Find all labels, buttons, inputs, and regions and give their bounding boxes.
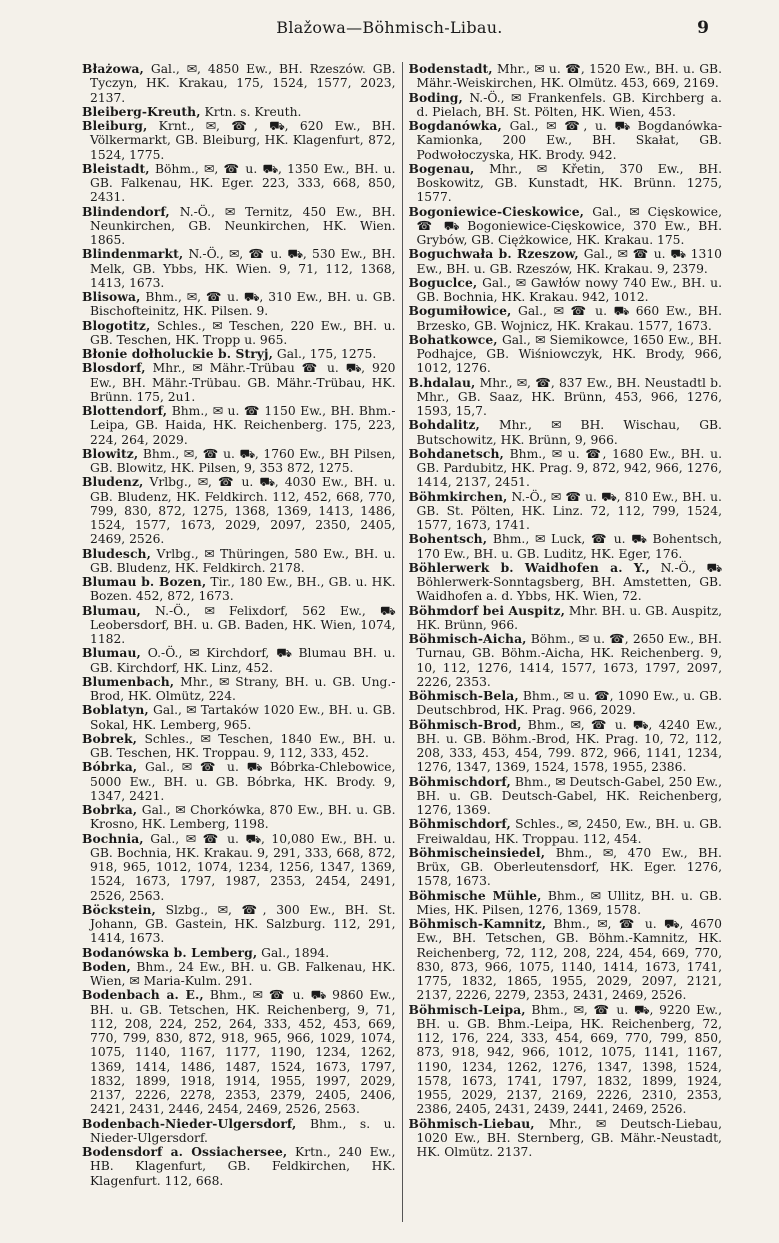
entry-details: Bhm., ✉ Luck, ☎ u. ⛟ Bohentsch, 170 Ew., BH. u. GB. Luditz, HK. Eger, 176. — [416, 532, 722, 561]
gazetteer-entry — [408, 632, 722, 689]
entry-place-name: Boding, — [408, 89, 463, 105]
entry-place-name: Bleistadt, — [82, 160, 150, 176]
entry-place-name: Bobrka, — [82, 802, 138, 817]
entry-place-name: Boden, — [82, 958, 131, 974]
entry-details: Bhm., ✉ u. ☎, 1090 Ew., u. GB. Deutschbrod, HK. Prag. 966, 2029. — [416, 689, 722, 718]
gazetteer-entry — [82, 732, 396, 761]
entry-place-name: Böhmisch-Aicha, — [408, 631, 527, 646]
entry-place-name: Böhmischdorf, — [408, 816, 511, 832]
entry-details: Schles., ✉ Teschen, 1840 Ew., BH. u. GB. Teschen, HK. Troppau. 9, 112, 333, 452. — [90, 731, 396, 760]
entry-place-name: Böhmisch-Brod, — [408, 716, 522, 732]
gazetteer-entry — [408, 1003, 722, 1117]
gazetteer-entry — [82, 604, 396, 647]
gazetteer-entry — [408, 846, 722, 889]
entry-details: Bhm., ✉ u. ☎, 1680 Ew., BH. u. GB. Pardubitz, HK. Prag. 9, 872, 942, 966, 1276, 1414, 2137, 2451. — [416, 446, 722, 490]
gazetteer-entry — [82, 119, 396, 162]
gazetteer-entry — [408, 532, 722, 561]
page-header — [0, 18, 779, 42]
gazetteer-entry — [408, 376, 722, 419]
entry-details: Mhr., ✉, ☎, 837 Ew., BH. Neustadtl b. Mhr., GB. Saaz, HK. Brünn, 453, 966, 1276, 1593, 15,7. — [416, 375, 722, 418]
gazetteer-entry — [408, 889, 722, 918]
entry-details: Mhr., ✉ Křetin, 370 Ew., BH. Boskowitz, GB. Kunstadt, HK. Brünn. 1275, 1577. — [416, 161, 722, 205]
entry-place-name: Bodenbach a. E., — [82, 987, 204, 1003]
entry-details: Schles., ✉, 2450, Ew., BH. u. GB. Freiwaldau, HK. Troppau. 112, 454. — [416, 817, 722, 846]
entry-details: Böhm., ✉, ☎ u. ⛟, 1350 Ew., BH. u. GB. Falkenau, HK. Eger. 223, 333, 668, 850, 2431. — [90, 161, 396, 205]
entry-details: Bhm., ✉ Deutsch-Gabel, 250 Ew., BH. u. GB. Deutsch-Gabel, HK. Reichenberg, 1276, 1369. — [416, 774, 722, 817]
gazetteer-entry — [82, 404, 396, 447]
entry-details: N.-Ö., ✉ Ternitz, 450 Ew., BH. Neunkirchen, GB. Neunkirchen, HK. Wien. 1865. — [90, 204, 396, 247]
gazetteer-entry — [82, 205, 396, 248]
entry-place-name: Bodenstadt, — [408, 62, 493, 76]
entry-place-name: Böhmisch-Bela, — [408, 688, 519, 703]
entry-place-name: Böhlerwerk b. Waidhofen a. Y., — [408, 559, 650, 575]
gazetteer-entry — [82, 903, 396, 946]
entry-details: N.-Ö., ✉ Felixdorf, 562 Ew., ⛟ Leobersdorf, BH. u. GB. Baden, HK. Wien, 1074, 1182. — [90, 603, 396, 646]
entry-place-name: Bleiberg-Kreuth, — [82, 103, 201, 119]
entry-place-name: Blindenmarkt, — [82, 246, 184, 262]
entry-place-name: Blumenbach, — [82, 673, 175, 689]
entry-details: N.-Ö., ✉ Frankenfels. GB. Kirchberg a. d. Pielach, BH. St. Pölten, HK. Wien, 453. — [416, 90, 722, 119]
entry-details: Gal., ✉ Siemikowce, 1650 Ew., BH. Podhajce, GB. Wiśniowczyk, HK. Brody, 966, 1012, 1276. — [416, 332, 722, 376]
gazetteer-entry — [82, 475, 396, 546]
entry-place-name: Böhmisch-Leipa, — [408, 1001, 526, 1017]
gazetteer-entry — [408, 447, 722, 490]
gazetteer-entry — [82, 62, 396, 105]
entry-details: Mhr. BH. u. GB. Auspitz, HK. Brünn, 966. — [416, 603, 722, 632]
entry-place-name: Böckstein, — [82, 901, 156, 917]
gazetteer-entry — [82, 675, 396, 704]
entry-details: Bhm., ✉, ☎ u. ⛟, 4240 Ew., BH. u. GB. Böhm.-Brod, HK. Prag. 10, 72, 112, 208, 333, 453, 454, 799. 872, 966, 1141, 1234, 1276, 1347, 1369, 1524, 1578, 1955, 2386. — [416, 717, 722, 775]
entry-place-name: Boblatyn, — [82, 702, 149, 718]
entry-details: Mhr., ✉ Mähr.-Trübau ☎ u. ⛟, 920 Ew., BH. Mähr.-Trübau. GB. Mähr.-Trübau, HK. Brünn. 175, 2u1. — [90, 361, 396, 404]
entry-place-name: Bochnia, — [82, 830, 144, 846]
entry-details: Gal., ✉ Cięskowice, ☎ ⛟ Bogoniewice-Cięskowice, 370 Ew., BH. Grybów, GB. Ciężkowice, HK. Krakau. 175. — [416, 204, 722, 247]
entry-details: Bhm., ✉ ☎ u. ⛟ 9860 Ew., BH. u. GB. Tetschen, HK. Reichenberg, 9, 71, 112, 208, 224, 252, 264, 333, 452, 453, 669, 770, 799, 830, 872, 918, 965, 966, 1029, 1074, 1075, 1140, 1167, 1177, 1190, 1234, 1262, 1369, 1414, 1486, 1487, 1524, 1673, 1797, 1832, 1899, 1918, 1914, 1955, 1997, 2029, 2137, 2226, 2278, 2353, 2379, 2405, 2406, 2421, 2431, 2446, 2454, 2469, 2526, 2563. — [90, 988, 396, 1117]
gazetteer-entry — [408, 162, 722, 205]
entry-details: Gal., ✉ Chorkówka, 870 Ew., BH. u. GB. Krosno, HK. Lemberg, 1198. — [90, 803, 396, 832]
entry-place-name: Blosdorf, — [82, 360, 146, 376]
entry-details: Gal., ✉ ☎ u. ⛟ 1310 Ew., BH. u. GB. Rzeszów, HK. Krakau. 9, 2379. — [416, 247, 722, 276]
entry-details: Gal., 1894. — [261, 945, 330, 960]
entry-details: Mhr., ✉ u. ☎, 1520 Ew., BH. u. GB. Mähr.-Weiskirchen, HK. Olmütz. 453, 669, 2169. — [416, 62, 722, 91]
entry-place-name: Blumau, — [82, 645, 141, 661]
entry-place-name: Bohatkowce, — [408, 331, 498, 347]
gazetteer-entry — [408, 418, 722, 447]
entry-place-name: Blottendorf, — [82, 403, 168, 418]
entry-details: N.-Ö., ✉ ☎ u. ⛟, 810 Ew., BH. u. GB. St. Pölten, HK. Linz. 72, 112, 799, 1524, 1577, 1673, 1741. — [416, 489, 722, 532]
entry-details: Gal., ✉ ☎ u. ⛟, 10,080 Ew., BH. u. GB. Bochnia, HK. Krakau. 9, 291, 333, 668, 872, 918, 965, 1012, 1074, 1234, 1256, 1347, 1369, 1524, 1673, 1797, 1987, 2353, 2454, 2491, 2526, 2563. — [90, 831, 396, 903]
gazetteer-entry — [408, 718, 722, 775]
entry-details: Gal., 175, 1275. — [276, 347, 377, 361]
right-column — [402, 62, 722, 1222]
gazetteer-entry — [408, 205, 722, 248]
entry-place-name: Bogoniewice-Cieskowice, — [408, 203, 585, 219]
entry-details: O.-Ö., ✉ Kirchdorf, ⛟ Blumau BH. u. GB. Kirchdorf, HK. Linz, 452. — [90, 646, 396, 675]
entry-details: Bhm., ✉, 470 Ew., BH. Brüx, GB. Oberleutensdorf, HK. Eger. 1276, 1578, 1673. — [416, 845, 722, 889]
entry-place-name: Böhmisch-Liebau, — [408, 1115, 535, 1131]
entry-place-name: Bodenbach-Nieder-Ulgersdorf, — [82, 1115, 297, 1131]
gazetteer-entry — [82, 447, 396, 476]
entry-details: Bhm., ✉ Ullitz, BH. u. GB. Mies, HK. Pilsen, 1276, 1369, 1578. — [416, 888, 722, 917]
running-head: Blažowa—Böhmisch-Libau. — [276, 18, 503, 37]
gazetteer-entry — [82, 760, 396, 803]
gazetteer-entry — [82, 1145, 396, 1188]
entry-details: Krnt., ✉, ☎, ⛟, 620 Ew., BH. Völkermarkt, GB. Bleiburg, HK. Klagenfurt, 872, 1524, 1775. — [90, 119, 396, 162]
entry-place-name: Bohdalitz, — [408, 417, 480, 433]
entry-place-name: Böhmkirchen, — [408, 488, 508, 504]
entry-details: Gal., ✉ ☎, u. ⛟ Bogdanówka-Kamionka, 200 Ew., BH. Skałat, GB. Podwołoczyska, HK. Brody. 942. — [416, 119, 722, 162]
entry-place-name: Bleiburg, — [82, 118, 148, 133]
entry-place-name: Böhmdorf bei Auspitz, — [408, 602, 565, 618]
entry-place-name: Bodensdorf a. Ossiachersee, — [82, 1144, 288, 1159]
entry-place-name: Boguchwała b. Rzeszow, — [408, 246, 579, 262]
gazetteer-entry — [408, 917, 722, 1003]
gazetteer-entry — [408, 689, 722, 718]
entry-details: Slzbg., ✉, ☎, 300 Ew., BH. St. Johann, GB. Gastein, HK. Salzburg. 112, 291, 1414, 1673. — [90, 902, 396, 946]
entry-place-name: Bludesch, — [82, 545, 151, 561]
gazetteer-entry — [408, 1117, 722, 1160]
gazetteer-entry — [82, 960, 396, 989]
entry-place-name: Błonie dołholuckie b. Stryj, — [82, 346, 273, 361]
gazetteer-entry — [408, 604, 722, 633]
entry-place-name: Bogenau, — [408, 160, 475, 176]
entry-details: Mhr., ✉ Strany, BH. u. GB. Ung.-Brod, HK. Olmütz, 224. — [90, 674, 396, 703]
gazetteer-entry — [408, 304, 722, 333]
entry-place-name: Bóbrka, — [82, 759, 138, 775]
entry-details: Vrlbg., ✉ Thüringen, 580 Ew., BH. u. GB. Bludenz, HK. Feldkirch. 2178. — [90, 546, 396, 575]
entry-details: Gal., ✉ Gawłów nowy 740 Ew., BH. u. GB. Bochnia, HK. Krakau. 942, 1012. — [416, 275, 722, 304]
entry-details: Vrlbg., ✉, ☎ u. ⛟, 4030 Ew., BH. u. GB. Bludenz, HK. Feldkirch. 112, 452, 668, 770, 799, 830, 872, 1275, 1368, 1369, 1413, 1486, 1524, 1577, 1673, 2029, 2097, 2350, 2405, 2469, 2526. — [90, 475, 396, 547]
entry-place-name: Blumau b. Bozen, — [82, 574, 207, 589]
entry-details: Gal., ✉ Tartaków 1020 Ew., BH. u. GB. Sokal, HK. Lemberg, 965. — [90, 703, 396, 732]
entry-details: Bhm., 24 Ew., BH. u. GB. Falkenau, HK. Wien, ✉ Maria-Kulm. 291. — [90, 959, 396, 988]
gazetteer-entry — [82, 575, 396, 604]
entry-details: Gal., ✉, 4850 Ew., BH. Rzeszów. GB. Tyczyn, HK. Krakau, 175, 1524, 1577, 2023, 2137. — [90, 62, 396, 105]
gazetteer-entry — [408, 775, 722, 818]
gazetteer-entry — [408, 91, 722, 120]
gazetteer-entry — [82, 347, 396, 361]
entry-place-name: Bogdanówka, — [408, 118, 502, 133]
gazetteer-entry — [408, 817, 722, 846]
entry-place-name: Blisowa, — [82, 289, 141, 304]
gazetteer-entry — [82, 646, 396, 675]
entry-details: Tir., 180 Ew., BH., GB. u. HK. Bozen. 452, 872, 1673. — [90, 575, 396, 604]
entry-details: Gal., ✉ ☎ u. ⛟ Bóbrka-Chlebowice, 5000 Ew., BH. u. GB. Bóbrka, HK. Brody. 9, 1347, 2421. — [90, 760, 396, 803]
entry-place-name: Blumau, — [82, 602, 141, 618]
entry-details: Bhm., ✉, ☎ u. ⛟, 1760 Ew., BH Pilsen, GB. Blowitz, HK. Pilsen, 9, 353 872, 1275. — [90, 446, 396, 475]
entry-place-name: B.hdalau, — [408, 374, 476, 390]
entry-details: Gal., ✉ ☎ u. ⛟ 660 Ew., BH. Brzesko, GB. Wojnicz, HK. Krakau. 1577, 1673. — [416, 304, 722, 333]
gazetteer-entry — [82, 1117, 396, 1146]
entry-details: N.-Ö., ✉, ☎ u. ⛟, 530 Ew., BH. Melk, GB. Ybbs, HK. Wien. 9, 71, 112, 1368, 1413, 1673. — [90, 247, 396, 290]
gazetteer-entry — [82, 247, 396, 290]
entry-details: Bhm., ✉, ☎ u. ⛟, 4670 Ew., BH. Tetschen, GB. Böhm.-Kamnitz, HK. Reichenberg, 72, 112, 208, 224, 454, 669, 770, 830, 873, 966, 1075, 1140, 1414, 1673, 1741, 1775, 1832, 1865, 1955, 2029, 2097, 2121, 2137, 2226, 2279, 2353, 2431, 2469, 2526. — [416, 917, 722, 1003]
entry-details: Bhm., ✉ u. ☎ 1150 Ew., BH. Bhm.-Leipa, GB. Haida, HK. Reichenberg. 175, 223, 224, 264, 2029. — [90, 404, 396, 447]
entry-details: N.-Ö., ⛟ Böhlerwerk-Sonntagsberg, BH. Amstetten, GB. Waidhofen a. d. Ybbs, HK. Wien, 72. — [416, 560, 722, 604]
entry-place-name: Böhmischeinsiedel, — [408, 844, 546, 860]
entry-details: Mhr., ✉ BH. Wischau, GB. Butschowitz, HK. Brünn, 9, 966. — [416, 418, 722, 447]
entry-details: Mhr., ✉ Deutsch-Liebau, 1020 Ew., BH. Sternberg, GB. Mähr.-Neustadt, HK. Olmütz. 2137. — [416, 1116, 722, 1159]
entry-details: Böhm., ✉ u. ☎, 2650 Ew., BH. Turnau, GB. Böhm.-Aicha, HK. Reichenberg. 9, 10, 112, 1276, 1414, 1577, 1673, 1797, 2097, 2226, 2353. — [416, 632, 722, 689]
gazetteer-entry — [82, 105, 396, 119]
entry-details: Bhm., s. u. Nieder-Ulgersdorf. — [90, 1116, 396, 1145]
gazetteer-entry — [82, 803, 396, 832]
entry-place-name: Bodanówska b. Lemberg, — [82, 944, 258, 960]
gazetteer-entry — [82, 946, 396, 960]
entry-place-name: Böhmischdorf, — [408, 773, 511, 789]
entry-place-name: Bogumiłowice, — [408, 303, 512, 319]
gazetteer-entry — [408, 490, 722, 533]
entry-place-name: Bohdanetsch, — [408, 445, 504, 461]
entry-details: Bhm., ✉, ☎ u. ⛟, 9220 Ew., BH. u. GB. Bhm.-Leipa, HK. Reichenberg, 72, 112, 176, 224, 333, 454, 669, 770, 799, 850, 873, 918, 942, 966, 1012, 1075, 1141, 1167, 1190, 1234, 1262, 1276, 1347, 1398, 1524, 1578, 1673, 1741, 1797, 1832, 1899, 1924, 1955, 2029, 2137, 2169, 2226, 2310, 2353, 2386, 2405, 2431, 2439, 2441, 2469, 2526. — [416, 1002, 722, 1117]
entry-details: Krtn. s. Kreuth. — [204, 104, 302, 119]
gazetteer-entry — [408, 276, 722, 305]
entry-place-name: Błażowa, — [82, 62, 144, 76]
left-column — [82, 62, 402, 1222]
entry-place-name: Boguclce, — [408, 274, 478, 290]
gazetteer-entry — [82, 319, 396, 348]
entry-place-name: Bludenz, — [82, 474, 144, 490]
page-number: 9 — [697, 18, 709, 38]
gazetteer-entry — [408, 119, 722, 162]
gazetteer-entry — [82, 547, 396, 576]
gazetteer-entry — [408, 247, 722, 276]
gazetteer-columns — [82, 62, 722, 1222]
entry-place-name: Blogotitz, — [82, 317, 151, 333]
entry-place-name: Böhmische Mühle, — [408, 887, 542, 903]
gazetteer-entry — [408, 333, 722, 376]
entry-place-name: Böhmisch-Kamnitz, — [408, 916, 547, 931]
gazetteer-entry — [82, 703, 396, 732]
gazetteer-entry — [82, 290, 396, 319]
entry-details: Bhm., ✉, ☎ u. ⛟, 310 Ew., BH. u. GB. Bischofteinitz, HK. Pilsen. 9. — [90, 290, 396, 319]
entry-place-name: Blowitz, — [82, 445, 139, 461]
entry-details: Schles., ✉ Teschen, 220 Ew., BH. u. GB. Teschen, HK. Tropp u. 965. — [90, 318, 396, 347]
gazetteer-entry — [82, 988, 396, 1116]
entry-place-name: Blindendorf, — [82, 203, 170, 219]
gazetteer-entry — [82, 162, 396, 205]
entry-details: Krtn., 240 Ew., HB. Klagenfurt, GB. Feldkirchen, HK. Klagenfurt. 112, 668. — [90, 1145, 396, 1188]
gazetteer-entry — [408, 561, 722, 604]
gazetteer-entry — [408, 62, 722, 91]
entry-place-name: Bohentsch, — [408, 531, 488, 547]
gazetteer-entry — [82, 361, 396, 404]
entry-place-name: Bobrek, — [82, 730, 137, 746]
gazetteer-entry — [82, 832, 396, 903]
